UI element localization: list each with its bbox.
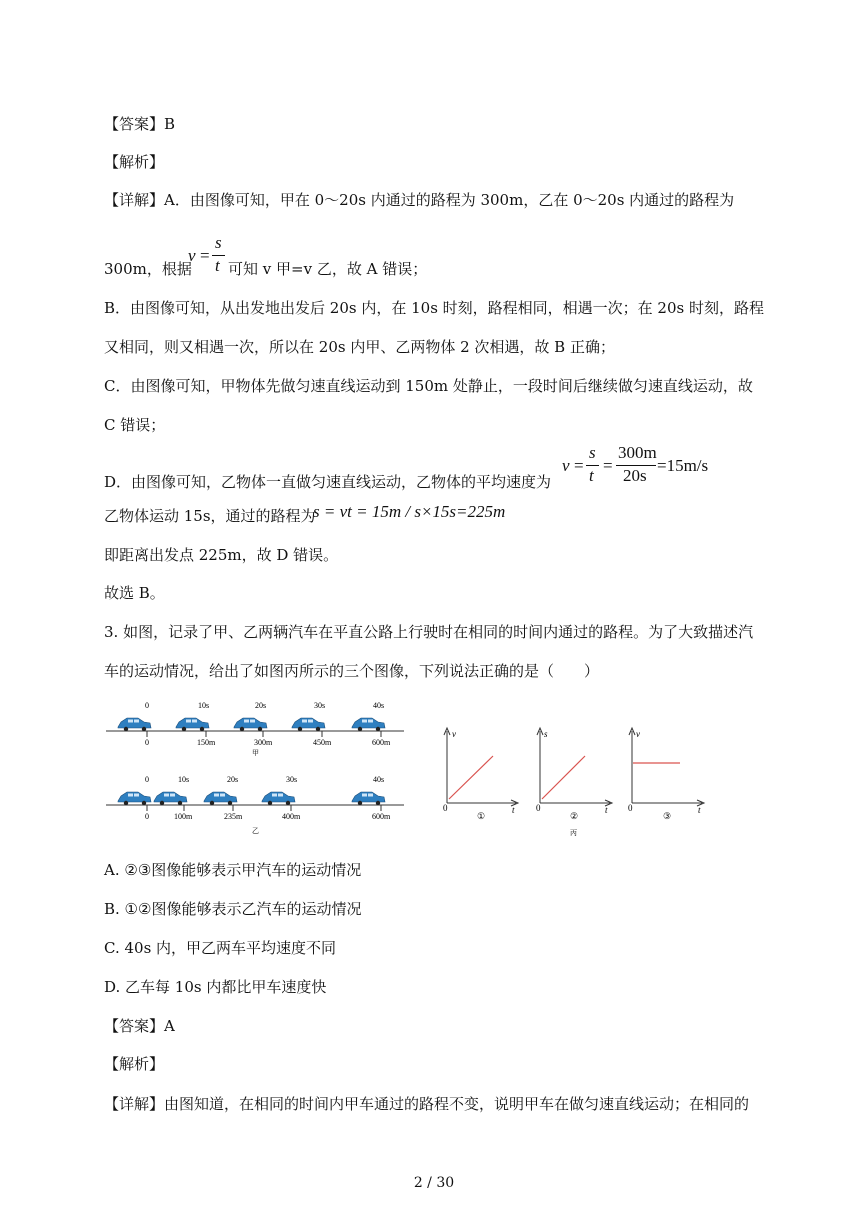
yi-dist-400: 400m	[282, 812, 301, 821]
yi-dist-100: 100m	[174, 812, 193, 821]
graph-3-mark: ③	[663, 811, 672, 821]
graph-2-origin: 0	[536, 803, 541, 813]
option-d-line-1: D．由图像可知，乙物体一直做匀速直线运动，乙物体的平均速度为	[104, 473, 552, 491]
graph-3-xlabel: t	[698, 805, 701, 815]
eqd-s: s	[589, 443, 596, 462]
formula-distance: s = vt = 15m / s×15s=225m	[313, 502, 506, 521]
analysis-label-2: 【解析】	[104, 1055, 165, 1073]
yi-time-20: 20s	[227, 775, 239, 784]
car-yi-20	[204, 792, 237, 805]
answer-label-2: 【答案】A	[104, 1017, 175, 1035]
graph-3	[628, 728, 704, 821]
eqd-eq1: =	[574, 456, 584, 475]
eq-v: v	[188, 246, 196, 265]
jia-time-40: 40s	[373, 701, 385, 710]
graph-2	[536, 728, 612, 837]
jia-dist-150: 150m	[197, 738, 216, 747]
question-3-line-1: 3. 如图，记录了甲、乙两辆汽车在平直公路上行驶时在相同的时间内通过的路程。为了大致描述汽	[104, 623, 754, 641]
option-c-line-2: C 错误；	[104, 416, 166, 434]
eqd-v: v	[562, 456, 570, 475]
car-yi-40	[352, 792, 385, 805]
car-jia-40	[352, 718, 385, 731]
yi-dist-235: 235m	[224, 812, 243, 821]
graph-1-xlabel: t	[512, 805, 515, 815]
yi-caption: 乙	[252, 827, 259, 835]
car-yi-10	[154, 792, 187, 805]
car-jia-30	[292, 718, 325, 731]
yi-time-40: 40s	[373, 775, 385, 784]
road-jia	[106, 701, 404, 757]
choose-line: 故选 B。	[104, 584, 165, 602]
analysis-label: 【解析】	[104, 153, 165, 171]
road-yi	[106, 775, 404, 835]
car-yi-0	[118, 792, 151, 805]
detail-line-a: 【详解】A．由图像可知，甲在 0～20s 内通过的路程为 300m，乙在 0～20s 内通过的路程为	[104, 191, 735, 209]
eq-t: t	[215, 256, 220, 275]
graph-2-mark: ②	[570, 811, 579, 821]
yi-dist-600: 600m	[372, 812, 391, 821]
jia-time-0: 0	[145, 701, 149, 710]
graph-1-origin: 0	[443, 803, 448, 813]
answer-label: 【答案】B	[104, 115, 176, 133]
eqd-result: =15m/s	[657, 456, 709, 475]
option-c: C. 40s 内，甲乙两车平均速度不同	[104, 939, 337, 957]
jia-time-30: 30s	[314, 701, 326, 710]
eq-s: s	[215, 233, 222, 252]
graph-1-ylabel: v	[452, 729, 456, 739]
bing-caption: 丙	[570, 829, 577, 837]
option-c-line-1: C．由图像可知，甲物体先做匀速直线运动到 150m 处静止，一段时间后继续做匀速直线运动，故	[104, 377, 753, 395]
car-jia-20	[234, 718, 267, 731]
option-b-line-2: 又相同，则又相遇一次，所以在 20s 内甲、乙两物体 2 次相遇，故 B 正确；	[104, 338, 615, 356]
jia-dist-600: 600m	[372, 738, 391, 747]
page-number: 2 / 30	[413, 1175, 455, 1191]
jia-dist-450: 450m	[313, 738, 332, 747]
car-yi-30	[262, 792, 295, 805]
jia-caption: 甲	[252, 749, 259, 757]
detail-line-2: 【详解】由图知道，在相同的时间内甲车通过的路程不变，说明甲车在做匀速直线运动；在相同的	[104, 1095, 750, 1113]
option-d: D. 乙车每 10s 内都比甲车速度快	[104, 978, 327, 996]
graph-1	[443, 728, 518, 821]
formula-v-s-t	[186, 234, 230, 278]
graph-2-ylabel: s	[544, 729, 548, 739]
graph-2-xlabel: t	[605, 805, 608, 815]
eqd-eq2: =	[603, 456, 613, 475]
detail-line-b-prefix: 300m，根据	[104, 260, 192, 278]
option-b-line-1: B．由图像可知，从出发地出发后 20s 内，在 10s 时刻，路程相同，相遇一次；在 20s 时刻，路程	[104, 299, 764, 317]
option-a: A. ②③图像能够表示甲汽车的运动情况	[104, 861, 362, 879]
jia-time-10: 10s	[198, 701, 210, 710]
yi-dist-0: 0	[145, 812, 149, 821]
option-d-line-3: 即距离出发点 225m，故 D 错误。	[104, 546, 339, 564]
eqd-den: 20s	[623, 466, 647, 485]
eqd-num: 300m	[618, 443, 657, 462]
option-b: B. ①②图像能够表示乙汽车的运动情况	[104, 900, 362, 918]
yi-time-30: 30s	[286, 775, 298, 784]
car-jia-0	[118, 718, 151, 731]
yi-time-10: 10s	[178, 775, 190, 784]
graph-1-mark: ①	[477, 811, 486, 821]
option-d-line-2: 乙物体运动 15s，通过的路程为	[104, 507, 316, 525]
detail-line-b-suffix: 可知 v 甲=v 乙，故 A 错误；	[228, 260, 428, 278]
yi-time-0: 0	[145, 775, 149, 784]
question-3-figure	[100, 695, 720, 845]
formula-average-speed	[560, 443, 730, 493]
jia-time-20: 20s	[255, 701, 267, 710]
jia-dist-300: 300m	[254, 738, 273, 747]
eqd-t: t	[589, 466, 594, 485]
graph-3-ylabel: v	[636, 729, 640, 739]
eq-equals: =	[200, 246, 210, 265]
jia-dist-0: 0	[145, 738, 149, 747]
graph-3-origin: 0	[628, 803, 633, 813]
question-3-line-2: 车的运动情况，给出了如图丙所示的三个图像，下列说法正确的是（ ）	[104, 662, 600, 680]
car-jia-10	[176, 718, 209, 731]
